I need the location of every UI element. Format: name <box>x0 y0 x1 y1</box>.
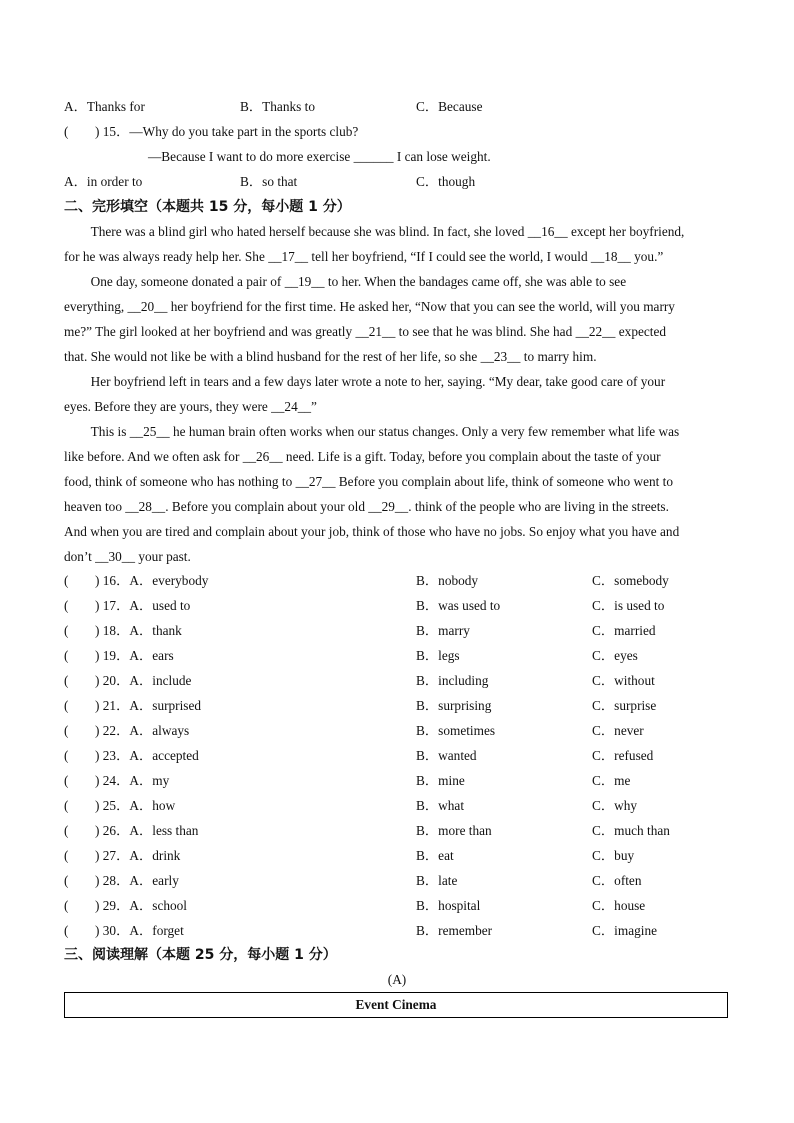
passage-text: . Before you complain about your old <box>165 499 369 514</box>
option-b: B．remember <box>416 923 493 938</box>
question-number: ( ) 16．A．everybody <box>64 573 209 588</box>
option-b: B．late <box>416 873 458 888</box>
option-c: C．imagine <box>592 923 657 938</box>
option-c: C．Because <box>416 99 483 114</box>
passage-text: to her. When the bandages came off, she was able to see <box>324 274 627 289</box>
passage-line <box>64 223 684 241</box>
passage-text: for he was always ready help her. She <box>64 249 269 264</box>
blank-18[interactable]: __18__ <box>590 249 631 264</box>
passage-text: eyes. Before they are yours, they were <box>64 399 272 414</box>
option-c: C．somebody <box>592 573 669 588</box>
blank-22[interactable]: __22__ <box>575 324 616 339</box>
option-b: B．hospital <box>416 898 481 913</box>
option-c: C．though <box>416 174 476 189</box>
cloze-heading: 二、完形填空（本题共 15 分，每小题 1 分） <box>64 199 351 215</box>
option-b: B．what <box>416 798 465 813</box>
option-c: C．buy <box>592 848 635 863</box>
question-number: ( ) 29．A．school <box>64 898 187 913</box>
question-number: ( ) 26．A．less than <box>64 823 199 838</box>
passage-text: heaven too <box>64 499 126 514</box>
blank-20[interactable]: __20__ <box>127 299 168 314</box>
option-b: B．wanted <box>416 748 477 763</box>
option-c: C．why <box>592 798 638 813</box>
passage-line <box>64 448 661 466</box>
option-c: C．much than <box>592 823 670 838</box>
option-c: C．eyes <box>592 648 638 663</box>
option-b: B．nobody <box>416 573 479 588</box>
question-number: ( ) 25．A．how <box>64 798 176 813</box>
question-number: ( ) 23．A．accepted <box>64 748 199 763</box>
option-b: B．legs <box>416 648 460 663</box>
option-c: C．surprise <box>592 698 657 713</box>
passage-text: you.” <box>630 249 664 264</box>
option-c: C．me <box>592 773 631 788</box>
passage-line <box>64 423 679 441</box>
event-cinema-title: Event Cinema <box>355 997 437 1012</box>
passage-text: don’t <box>64 549 96 564</box>
question-number: ( ) 24．A．my <box>64 773 170 788</box>
passage-text: ” <box>311 399 317 414</box>
passage-text: food, think of someone who has nothing to <box>64 474 296 489</box>
question-number: ( ) 28．A．early <box>64 873 179 888</box>
option-b: B．surprising <box>416 698 492 713</box>
passage-text: Before you complain about life, think of someone who went to <box>335 474 673 489</box>
passage-text: There was a blind girl who hated herself because she was blind. In fact, she loved <box>64 224 528 239</box>
option-b: B．sometimes <box>416 723 496 738</box>
blank-25[interactable]: __25__ <box>129 424 170 439</box>
option-a: A．in order to <box>64 174 143 189</box>
passage-text: me?” The girl looked at her boyfriend and was greatly <box>64 324 356 339</box>
event-cinema-box <box>64 992 728 1018</box>
passage-text: need. Life is a gift. Today, before you complain about the taste of your <box>282 449 661 464</box>
passage-text: One day, someone donated a pair of <box>64 274 285 289</box>
option-b: B．including <box>416 673 489 688</box>
option-b: B．mine <box>416 773 465 788</box>
passage-line <box>64 398 317 416</box>
option-c: C．without <box>592 673 655 688</box>
passage-text: everything, <box>64 299 128 314</box>
passage-line <box>64 298 675 316</box>
reading-heading: 三、阅读理解（本题 25 分，每小题 1 分） <box>64 947 337 963</box>
blank-29[interactable]: __29__ <box>368 499 409 514</box>
blank-27[interactable]: __27__ <box>295 474 336 489</box>
option-c: C．house <box>592 898 646 913</box>
passage-line <box>64 473 673 491</box>
passage-text: that. She would not like be with a blind husband for the rest of her life, so she <box>64 349 481 364</box>
question-15-reply: —Because I want to do more exercise ______ I can lose weight. <box>148 149 491 164</box>
question-number: ( ) 19．A．ears <box>64 648 174 663</box>
passage-text: her boyfriend for the first time. He asked her, “Now that you can see the world, will you marry <box>167 299 675 314</box>
option-b: B．Thanks to <box>240 99 315 114</box>
blank-23[interactable]: __23__ <box>480 349 521 364</box>
question-number: ( ) 17．A．used to <box>64 598 191 613</box>
passage-text: And when you are tired and complain about your job, think of those who have no jobs. So enjoy what you have and <box>64 524 680 539</box>
passage-text: your past. <box>135 549 191 564</box>
passage-line <box>64 248 663 266</box>
question-number: ( ) 27．A．drink <box>64 848 181 863</box>
blank-16[interactable]: __16__ <box>527 224 568 239</box>
option-c: C．refused <box>592 748 654 763</box>
passage-text: except her boyfriend, <box>567 224 685 239</box>
option-b: B．so that <box>240 174 298 189</box>
passage-text: tell her boyfriend, “If I could see the world, I would <box>308 249 591 264</box>
blank-30[interactable]: __30__ <box>95 549 136 564</box>
option-b: B．eat <box>416 848 454 863</box>
passage-text: Her boyfriend left in tears and a few days later wrote a note to her, saying. “My dear, take good care of your <box>64 374 666 389</box>
passage-line <box>64 348 597 366</box>
question-number: ( ) 30．A．forget <box>64 923 184 938</box>
passage-text: to marry him. <box>520 349 597 364</box>
option-c: C．often <box>592 873 642 888</box>
blank-17[interactable]: __17__ <box>268 249 309 264</box>
option-b: B．more than <box>416 823 492 838</box>
blank-28[interactable]: __28__ <box>125 499 166 514</box>
blank-24[interactable]: __24__ <box>271 399 312 414</box>
passage-line <box>64 523 679 541</box>
question-15-text: ( ) 15．—Why do you take part in the sports club? <box>64 124 359 139</box>
option-a: A．Thanks for <box>64 99 145 114</box>
question-number: ( ) 21．A．surprised <box>64 698 202 713</box>
option-c: C．married <box>592 623 656 638</box>
passage-line <box>64 548 191 566</box>
passage-line <box>64 498 669 516</box>
blank-19[interactable]: __19__ <box>284 274 325 289</box>
passage-text: like before. And we often ask for <box>64 449 243 464</box>
passage-line <box>64 323 666 341</box>
passage-text: . think of the people who are living in the streets. <box>408 499 669 514</box>
passage-text: he human brain often works when our status changes. Only a very few remember what life was <box>169 424 680 439</box>
option-c: C．never <box>592 723 644 738</box>
option-c: C．is used to <box>592 598 665 613</box>
question-number: ( ) 18．A．thank <box>64 623 182 638</box>
passage-text: This is <box>64 424 130 439</box>
reading-part-label: (A) <box>387 972 407 987</box>
question-number: ( ) 20．A．include <box>64 673 192 688</box>
option-b: B．was used to <box>416 598 501 613</box>
blank-26[interactable]: __26__ <box>242 449 283 464</box>
blank-21[interactable]: __21__ <box>355 324 396 339</box>
question-number: ( ) 22．A．always <box>64 723 190 738</box>
passage-line <box>64 373 665 391</box>
passage-text: to see that he was blind. She had <box>395 324 576 339</box>
passage-line <box>64 273 626 291</box>
option-b: B．marry <box>416 623 470 638</box>
passage-text: expected <box>615 324 667 339</box>
